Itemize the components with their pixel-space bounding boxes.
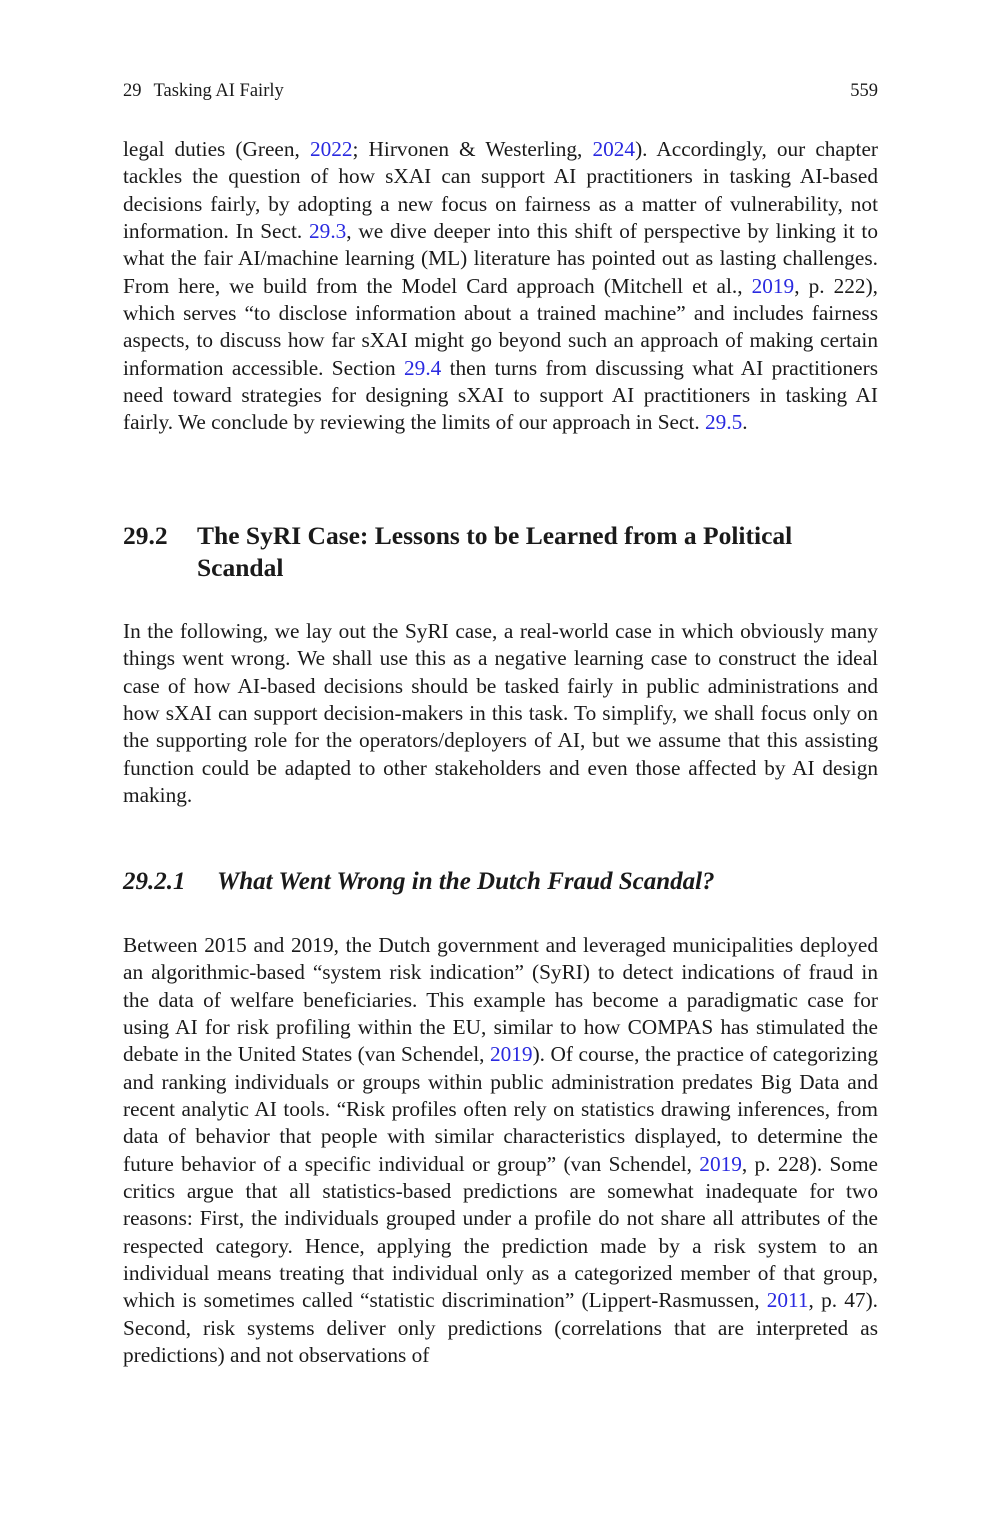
section-link[interactable]: 29.5 — [705, 410, 743, 435]
citation-link[interactable]: 2022 — [309, 137, 353, 161]
subsection-heading — [123, 866, 878, 898]
chapter-number: 29 — [123, 81, 142, 101]
chapter-title: Tasking AI Fairly — [153, 81, 284, 101]
citation-link[interactable]: 2011 — [766, 1288, 809, 1313]
section-link[interactable]: 29.4 — [404, 355, 442, 380]
section-title: The SyRI Case: Lessons to be Learned from a Political Scandal — [197, 521, 793, 582]
text-run: Between 2015 and 2019, the Dutch government and leveraged municipalities deployed an algorithmic-based “system risk indication” (SyRI) to detect indications of fraud in the data of welfare beneficiaries. This example has become a paradigmatic case for using AI for risk profiling within the EU, similar to how COMPAS has stimulated the debate in the United States (van Schendel, — [123, 933, 878, 1067]
section-number: 29.2 — [123, 521, 168, 550]
text-run: , p. 47). Second, risk systems deliver only predictions (correlations that are interpreted as predictions) and not observations of — [123, 1288, 878, 1368]
running-head-left — [123, 79, 284, 103]
paragraph-dutch-scandal — [123, 932, 878, 1370]
text-run: , p. 228). Some critics argue that all statistics-based predictions are somewhat inadequate for two reasons: First, the individuals grouped under a profile do not share all attributes of the respected category. Hence, applying the prediction made by a risk system to an individual means treating that individual only as a categorized member of that group, which is sometimes called “statistic discrimination” (Lippert-Rasmussen, — [123, 1151, 878, 1313]
text-run: ). Accordingly, our chapter tackles the question of how sXAI can support AI practitioners in tasking AI-based decisions fairly, by adopting a new focus on fairness as a matter of vulnerability, not information. In Sect. — [123, 137, 878, 244]
text-run: then turns from discussing what AI practitioners need toward strategies for designing sXAI to support AI practitioners in tasking AI fairly. We conclude by reviewing the limits of our approach in Sect. — [123, 355, 879, 435]
page-number: 559 — [850, 81, 878, 101]
subsection-title: What Went Wrong in the Dutch Fraud Scandal? — [217, 868, 715, 895]
text-run: , p. 222), which serves “to disclose information about a trained machine” and includes fairness aspects, to discuss how far sXAI might go beyond such an approach of making certain information accessible. Section — [123, 273, 878, 380]
citation-link[interactable]: 2019 — [751, 273, 795, 298]
subsection-number: 29.2.1 — [123, 868, 186, 895]
citation-link[interactable]: 2024 — [592, 137, 636, 161]
text-run: . — [742, 410, 748, 435]
citation-link[interactable]: 2019 — [489, 1042, 533, 1067]
text-run: ; Hirvonen & Westerling, — [352, 137, 593, 161]
paragraph-section-intro: In the following, we lay out the SyRI case, a real-world case in which obviously many things went wrong. We shall use this as a negative learning case to construct the ideal case of how AI-based decisions should be tasked fairly in public administrations and how sXAI can support decision-makers in this task. To simplify, we shall focus only on the supporting role for the operators/deployers of AI, but we assume that this assisting function could be adapted to other stakeholders and even those affected by AI design making. — [123, 619, 878, 808]
text-run: ). Of course, the practice of categorizing and ranking individuals or groups within public administration predates Big Data and recent analytic AI tools. “Risk profiles often rely on statistics drawing inferences, from data of behavior that people with similar characteristics displayed, to determine the future behavior of a specific individual or group” (van Schendel, — [123, 1042, 878, 1176]
section-heading — [123, 520, 878, 584]
text-run: , we dive deeper into this shift of perspective by linking it to what the fair AI/machine learning (ML) literature has pointed out as lasting challenges. From here, we build from the Model Card approach (Mitchell et al., — [123, 219, 878, 298]
text-run: legal duties (Green, — [123, 137, 310, 161]
citation-link[interactable]: 2019 — [699, 1151, 742, 1176]
section-link[interactable]: 29.3 — [309, 219, 347, 244]
running-head — [123, 79, 878, 103]
paragraph-intro-continued — [123, 136, 878, 437]
